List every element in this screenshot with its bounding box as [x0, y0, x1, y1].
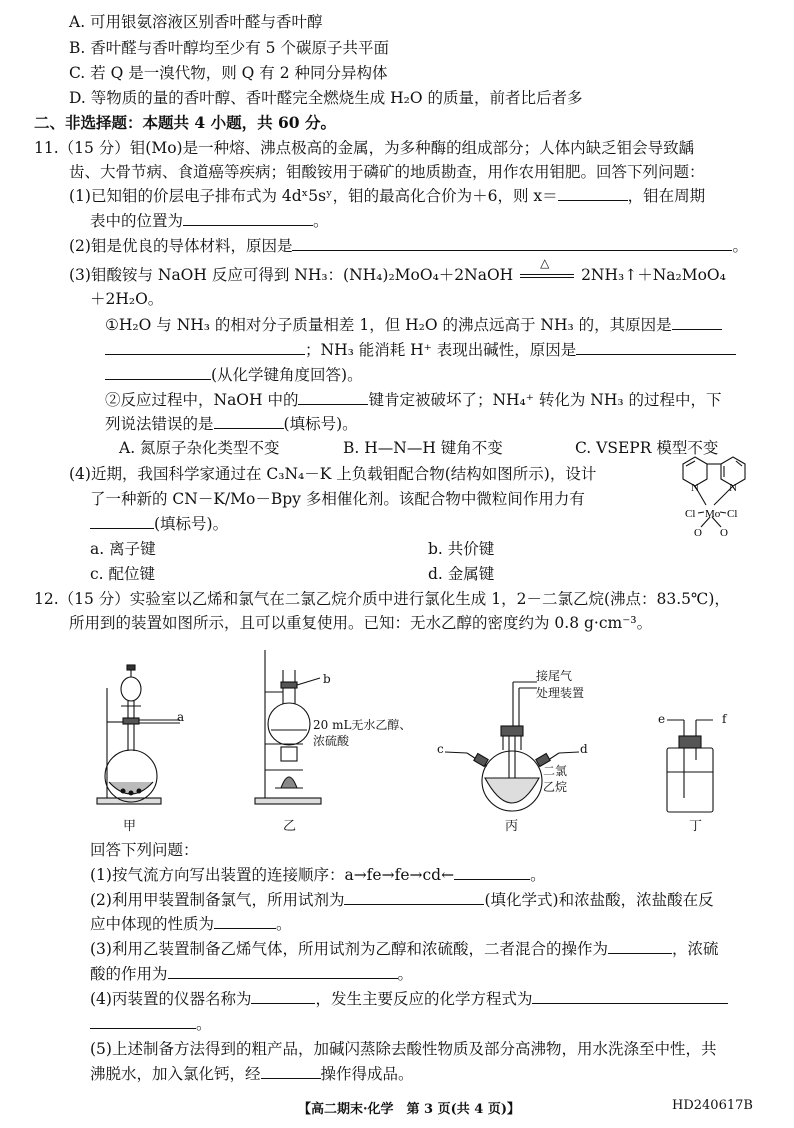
- answer-blank[interactable]: [558, 186, 628, 201]
- molybdenum-complex-structure: [668, 452, 772, 544]
- q11-part2-text: 。: [732, 237, 748, 255]
- exam-code: HD240617B: [672, 1098, 753, 1113]
- q11-part3-text: 2NH₃↑＋Na₂MoO₄: [581, 266, 726, 284]
- tail-gas-label-1: 接尾气: [536, 669, 573, 683]
- apparatus-jia-caption: 甲: [123, 819, 137, 834]
- q12-part3-line1: [90, 939, 718, 959]
- q12-part1-text: 。: [530, 866, 546, 884]
- q11-part1-line2: [90, 211, 329, 231]
- q11-option-b: B. H—N—H 键角不变: [343, 439, 503, 457]
- equals-line: [520, 274, 574, 275]
- q11-part3-text: (3)钼酸铵与 NaOH 反应可得到 NH₃：(NH₄)₂MoO₄＋2NaOH: [69, 266, 514, 284]
- answer-blank[interactable]: [105, 340, 305, 355]
- answer-blank[interactable]: [261, 1064, 321, 1079]
- q11-part1-text: ，钼在周期: [627, 187, 706, 205]
- struct-cl-right: Cl: [727, 508, 738, 520]
- q11-option-d: d. 金属键: [428, 565, 495, 583]
- answer-blank[interactable]: [214, 914, 276, 929]
- apparatus-yi-caption: 乙: [283, 819, 297, 834]
- q12-part2-line1: [90, 890, 714, 910]
- q11-part2: [69, 236, 748, 256]
- q11-option-c: C. VSEPR 模型不变: [575, 439, 719, 457]
- struct-cl-left: Cl: [685, 508, 696, 520]
- port-label-d: d: [580, 742, 588, 756]
- q11-part1-text: 表中的位置为: [90, 212, 184, 230]
- struct-o-right: O: [720, 527, 728, 539]
- q11-part3-text: ；NH₃ 能消耗 H⁺ 表现出碱性，原因是: [305, 341, 577, 359]
- struct-n-left: N: [691, 482, 699, 494]
- q11-part3-text: ②反应过程中，NaOH 中的: [105, 391, 299, 409]
- answer-blank[interactable]: [532, 989, 728, 1004]
- q11-part1-text: (1)已知钼的价层电子排布式为 4dˣ5sʸ，钼的最高化合价为＋6，则 x＝: [69, 187, 558, 205]
- q11-part4-line2: 了一种新的 CN－K/Mo－Bpy 多相催化剂。该配合物中微粒间作用力有: [90, 490, 585, 508]
- port-label-a: a: [177, 710, 185, 724]
- q10-option-c: C. 若 Q 是一溴代物，则 Q 有 2 种同分异构体: [69, 64, 388, 82]
- page-footer: 【高二期末·化学 第 3 页(共 4 页)】: [298, 1102, 521, 1117]
- q11-part3-line1: [69, 256, 726, 285]
- q12-part2-text: 。: [276, 915, 292, 933]
- heat-symbol: △: [540, 256, 550, 270]
- q11-intro-2: 齿、大骨节病、食道癌等疾病；钼酸铵用于磷矿的地质勘查，用作农用钼肥。回答下列问题：: [69, 163, 705, 181]
- dichloroethane-label-2: 乙烷: [543, 780, 568, 794]
- q12-intro-2: 所用到的装置如图所示，且可以重复使用。已知：无水乙醇的密度约为 0.8 g·cm⁻³。: [69, 614, 653, 632]
- answer-blank[interactable]: [298, 390, 368, 405]
- answer-blank[interactable]: [105, 365, 211, 380]
- answer-blank[interactable]: [90, 514, 154, 529]
- q12-part1-text: (1)按气流方向写出装置的连接顺序：a→fe→fe→cd←: [90, 866, 455, 884]
- q11-part3-text: (填标号)。: [283, 415, 358, 433]
- answer-blank[interactable]: [168, 964, 398, 979]
- dichloroethane-label-1: 二氯: [543, 764, 568, 778]
- q12-part3-text: 酸的作用为: [90, 965, 168, 983]
- q10-option-d: D. 等物质的量的香叶醇、香叶醛完全燃烧生成 H₂O 的质量，前者比后者多: [69, 89, 583, 107]
- port-label-c: c: [437, 742, 444, 756]
- apparatus-ding-caption: 丁: [689, 819, 703, 834]
- q12-part5-text: 沸脱水，加入氯化钙，经: [90, 1065, 261, 1083]
- q11-option-a: A. 氮原子杂化类型不变: [119, 439, 280, 457]
- answer-blank[interactable]: [292, 236, 732, 251]
- reagent-label-2: 浓硫酸: [313, 734, 350, 748]
- q11-part3-text: 键肯定被破坏了；NH₄⁺ 转化为 NH₃ 的过程中，下: [368, 391, 722, 409]
- q12-part2-text: 应中体现的性质为: [90, 915, 215, 933]
- equals-line: [520, 277, 574, 278]
- answer-blank[interactable]: [344, 890, 484, 905]
- q11-part3-2-line1: [105, 390, 722, 410]
- q12-part4-line1: [90, 989, 728, 1009]
- q12-part3-text: 。: [397, 965, 414, 983]
- q11-option-c: c. 配位键: [90, 565, 156, 583]
- answer-blank[interactable]: [608, 939, 672, 954]
- q12-part4-text: 。: [196, 1015, 212, 1033]
- answer-blank[interactable]: [214, 414, 284, 429]
- apparatus-figure: [95, 648, 735, 838]
- q12-part5-text: 操作得成品。: [320, 1065, 414, 1083]
- q11-part3-text: 列说法错误的是: [105, 415, 214, 433]
- answer-blank[interactable]: [251, 989, 315, 1004]
- section-heading: 二、非选择题：本题共 4 小题，共 60 分。: [34, 113, 336, 132]
- q12-part3-line2: [90, 964, 413, 984]
- q11-part3-line2: ＋2H₂O。: [90, 290, 164, 308]
- q11-part3-1-line2: [105, 340, 736, 360]
- q12-part2-line2: [90, 914, 292, 934]
- q12-part3-text: ，浓硫: [671, 940, 719, 958]
- answer-blank[interactable]: [183, 211, 313, 226]
- q11-part4-line1: (4)近期，我国科学家通过在 C₃N₄－K 上负载钼配合物(结构如图所示)，设计: [69, 465, 597, 483]
- port-label-b: b: [323, 672, 331, 686]
- port-label-f: f: [722, 712, 727, 726]
- q11-part3-1-line1: [105, 315, 722, 335]
- port-label-e: e: [658, 712, 666, 726]
- q12-part4-text: (4)丙装置的仪器名称为: [90, 990, 252, 1008]
- q12-part2-text: (2)利用甲装置制备氯气，所用试剂为: [90, 891, 345, 909]
- answer-blank[interactable]: [90, 1014, 196, 1029]
- q12-part5-line2: [90, 1064, 414, 1084]
- q11-part1-line1: [69, 186, 705, 206]
- q11-part3-1-line3: [105, 365, 363, 385]
- answer-blank[interactable]: [576, 340, 736, 355]
- q12-ask: 回答下列问题：: [90, 841, 199, 859]
- q11-option-a: a. 离子键: [90, 540, 156, 558]
- q12-part3-text: (3)利用乙装置制备乙烯气体，所用试剂为乙醇和浓硫酸，二者混合的操作为: [90, 940, 608, 958]
- tail-gas-label-2: 处理装置: [536, 686, 585, 700]
- q11-part3-text: ①H₂O 与 NH₃ 的相对分子质量相差 1，但 H₂O 的沸点远高于 NH₃ 的，其原因是: [105, 316, 672, 334]
- apparatus-bing-caption: 丙: [505, 819, 519, 834]
- answer-blank[interactable]: [672, 315, 722, 330]
- q10-option-b: B. 香叶醛与香叶醇均至少有 5 个碳原子共平面: [69, 39, 389, 57]
- struct-n-right: N: [729, 482, 737, 494]
- q11-part2-text: (2)钼是优良的导体材料，原因是: [69, 237, 293, 255]
- q11-part4-line3: [90, 514, 228, 534]
- answer-blank[interactable]: [454, 865, 530, 880]
- reaction-condition: [518, 256, 576, 285]
- reagent-label-1: 20 mL无水乙醇、: [313, 718, 412, 732]
- q11-part3-2-line2: [105, 414, 358, 434]
- q12-part2-text: (填化学式)和浓盐酸，浓盐酸在反: [484, 891, 714, 909]
- q10-option-a: A. 可用银氨溶液区别香叶醛与香叶醇: [69, 13, 323, 31]
- q11-part4-text: (填标号)。: [154, 515, 229, 533]
- q11-intro-1: 11.（15 分）钼(Mo)是一种熔、沸点极高的金属，为多种酶的组成部分；人体内缺乏钼会导致龋: [34, 139, 695, 157]
- q12-intro-1: 12.（15 分）实验室以乙烯和氯气在二氯乙烷介质中进行氯化生成 1，2－二氯乙烷(沸点：83.5℃)，: [34, 590, 730, 608]
- q12-part5-line1: (5)上述制备方法得到的粗产品，加碱闪蒸除去酸性物质及部分高沸物，用水洗涤至中性，共: [90, 1040, 717, 1058]
- q11-part1-text: 。: [313, 212, 329, 230]
- q11-part3-text: (从化学键角度回答)。: [211, 366, 363, 384]
- q11-option-b: b. 共价键: [428, 540, 495, 558]
- struct-mo: Mo: [705, 508, 721, 520]
- q12-part4-line2: [90, 1014, 212, 1034]
- struct-o-left: O: [694, 527, 702, 539]
- q12-part4-text: ，发生主要反应的化学方程式为: [315, 990, 533, 1008]
- q12-part1: [90, 865, 546, 885]
